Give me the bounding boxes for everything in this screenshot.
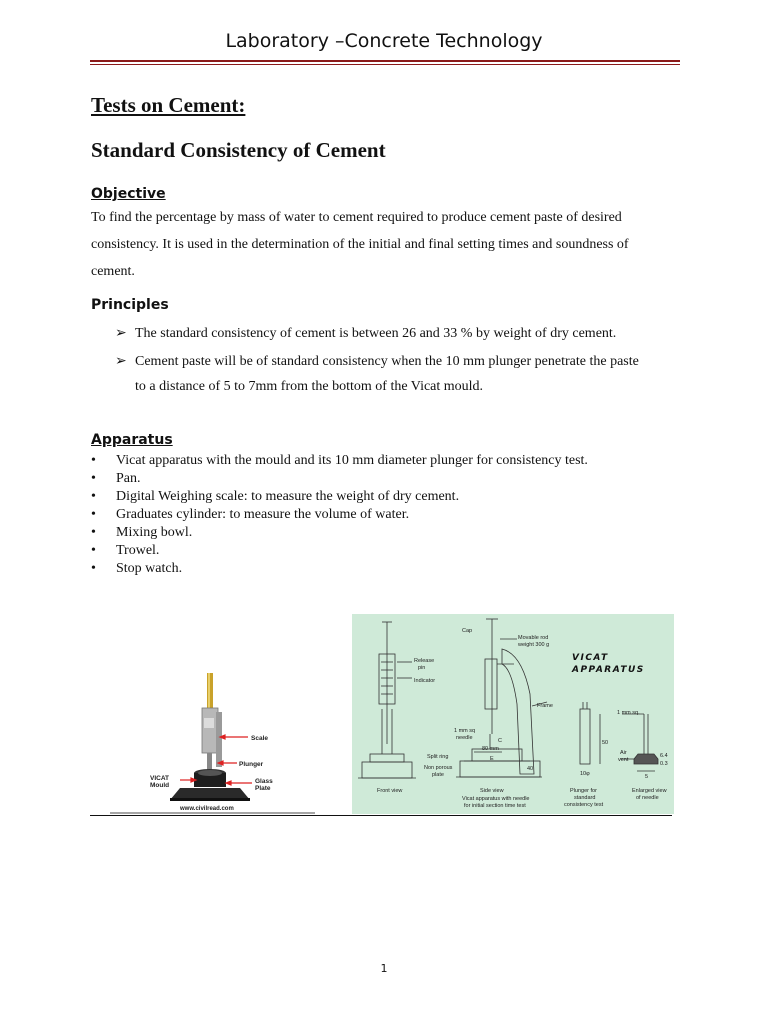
label-indicator: Indicator xyxy=(414,678,436,684)
label-needle: needle xyxy=(456,735,473,741)
frame xyxy=(202,708,218,753)
diagram-title-apparatus: APPARATUS xyxy=(572,665,645,675)
label-5: 5 xyxy=(645,774,649,780)
label-of-needle: of needle xyxy=(636,795,659,801)
label-plate: plate xyxy=(432,772,444,778)
label-enlarged: Enlarged view xyxy=(632,788,667,794)
label-split-ring: Split ring xyxy=(427,754,449,760)
list-item: • Pan. xyxy=(91,471,141,486)
label-scale: Scale xyxy=(251,735,268,742)
label-release: Release xyxy=(414,658,435,664)
label-40: 40 xyxy=(527,766,534,772)
list-item: • Digital Weighing scale: to measure the weight of dry cement. xyxy=(91,489,460,504)
label-side-view: Side view xyxy=(480,788,504,794)
bullet-icon: • xyxy=(91,561,96,576)
principle-item xyxy=(115,353,639,370)
list-item: • Stop watch. xyxy=(91,561,183,576)
principle-text: Cement paste will be of standard consistency when the 10 mm plunger penetrate the paste xyxy=(135,354,639,369)
arrow-bullet-icon: ➢ xyxy=(115,354,127,369)
objective-line: cement. xyxy=(91,264,135,279)
list-item: • Vicat apparatus with the mould and its 10 mm diameter plunger for consistency test. xyxy=(91,453,588,468)
label-caption1: Vicat apparatus with needle xyxy=(462,796,530,802)
label-standard: standard xyxy=(574,795,596,801)
principle-text: The standard consistency of cement is between 26 and 33 % by weight of dry cement. xyxy=(135,326,617,341)
label-10phi: 10φ xyxy=(580,771,590,777)
label-weight: weight 300 g xyxy=(518,642,550,648)
objective-line: consistency. It is used in the determination of the initial and final setting times and soundness of xyxy=(91,237,629,252)
label-glass-plate: Glass Plate xyxy=(255,778,273,792)
bullet-icon: • xyxy=(91,507,96,522)
arrow-bullet-icon: ➢ xyxy=(115,326,127,341)
label-vent: vent xyxy=(618,757,629,763)
label-1mm-sq: 1 mm sq. xyxy=(617,710,640,716)
figure-rule xyxy=(90,815,672,816)
label-c: C xyxy=(498,738,502,744)
label-cap: Cap xyxy=(462,628,473,634)
label-plunger-for: Plunger for xyxy=(570,788,597,794)
apparatus-list xyxy=(91,452,588,578)
label-front-view: Front view xyxy=(377,788,403,794)
vicat-apparatus-photo xyxy=(110,670,315,815)
header-rule-thin xyxy=(90,64,680,65)
label-frame: Frame xyxy=(537,703,553,709)
label-needle-sq: 1 mm sq xyxy=(454,728,476,734)
principles-heading: Principles xyxy=(91,297,169,313)
label-plunger: Plunger xyxy=(239,761,264,768)
objective-paragraph xyxy=(91,204,681,285)
principle-text-continued: to a distance of 5 to 7mm from the bottom of the Vicat mould. xyxy=(135,379,484,394)
label-80mm: 80 mm xyxy=(482,746,499,752)
bullet-icon: • xyxy=(91,525,96,540)
bullet-icon: • xyxy=(91,471,96,486)
list-item: • Mixing bowl. xyxy=(91,525,193,540)
bullet-icon: • xyxy=(91,543,96,558)
label-caption2: for initial section time test xyxy=(464,803,526,809)
bullet-icon: • xyxy=(91,489,96,504)
label-non-porous: Non porous xyxy=(424,765,453,771)
label-pin: pin xyxy=(418,665,426,671)
bullet-icon: • xyxy=(91,453,96,468)
label-0-3: 0.3 xyxy=(660,761,668,767)
header-rule xyxy=(90,60,680,62)
apparatus-heading: Apparatus xyxy=(91,432,173,448)
heading-standard-consistency: Standard Consistency of Cement xyxy=(91,138,386,162)
label-6-4: 6.4 xyxy=(660,753,668,759)
page-number: 1 xyxy=(380,962,388,975)
list-item: • Trowel. xyxy=(91,543,160,558)
label-site: www.civilread.com xyxy=(180,806,234,812)
objective-heading: Objective xyxy=(91,186,166,202)
heading-tests-on-cement: Tests on Cement: xyxy=(91,93,246,117)
vicat-apparatus-diagram xyxy=(352,614,674,814)
diagram-title-vicat: VICAT xyxy=(572,653,609,663)
label-50: 50 xyxy=(602,740,609,746)
list-item: • Graduates cylinder: to measure the volume of water. xyxy=(91,507,410,522)
label-movable-rod: Movable rod xyxy=(518,635,549,641)
principle-item xyxy=(115,325,616,342)
label-vicat-mould: VICAT Mould xyxy=(150,775,170,789)
label-air: Air xyxy=(620,750,627,756)
label-e: E xyxy=(490,756,494,762)
objective-line: To find the percentage by mass of water to cement required to produce cement paste of desired xyxy=(91,210,622,225)
running-header: Laboratory –Concrete Technology xyxy=(225,30,543,52)
label-consistency-test: consistency test xyxy=(564,802,604,808)
